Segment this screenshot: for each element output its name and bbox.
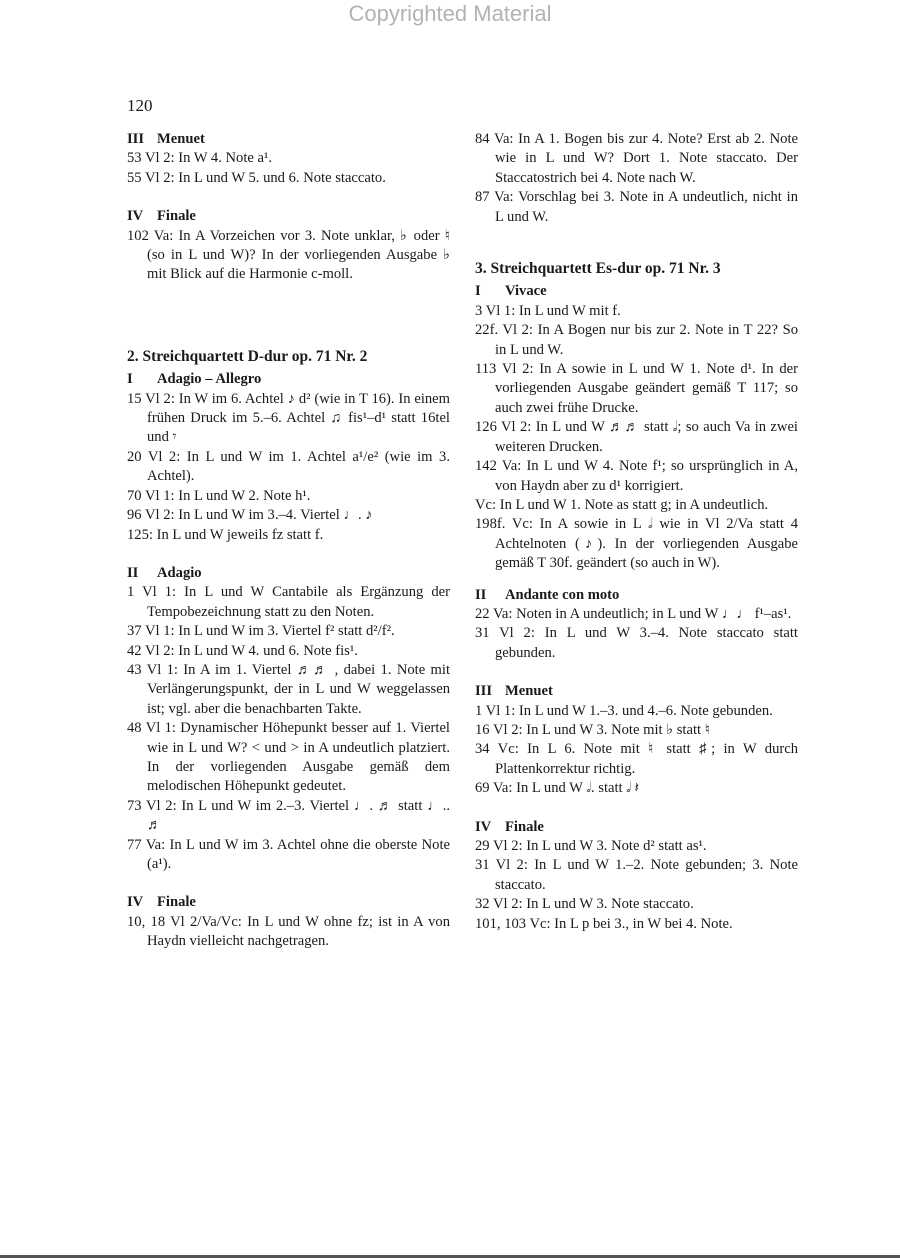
- note-entry: 113 Vl 2: In A sowie in L und W 1. Note d¹. In der vorliegenden Ausgabe geändert gemäß T 117; so auch zwei frühe Drucke.: [475, 361, 798, 416]
- section-heading: I Adagio – Allegro: [127, 371, 262, 388]
- note-entry: 15 Vl 2: In W im 6. Achtel ♪ d² (wie in T 16). In einem frühen Druck im 5.–6. Achtel ♫ fis¹–d¹ statt 16tel und 𝄾: [127, 390, 450, 446]
- section-heading: II Adagio: [127, 564, 202, 581]
- note-entry: 73 Vl 2: In L und W im 2.–3. Viertel ♩. ♬ statt ♩.. ♬: [127, 797, 450, 834]
- note-entry: 20 Vl 2: In L und W im 1. Achtel a¹/e² (wie im 3. Achtel).: [127, 448, 450, 485]
- note-entry: 32 Vl 2: In L und W 3. Note staccato.: [475, 896, 694, 913]
- note-entry: 198f. Vc: In A sowie in L 𝅗𝅥 wie in Vl 2/Va statt 4 Achtelnoten (♪). In der vorliegenden Ausgabe gemäß T 30f. geändert (so auch in W).: [475, 516, 798, 572]
- note-entry: 22f. Vl 2: In A Bogen nur bis zur 2. Note in T 22? So in L und W.: [475, 322, 798, 358]
- note-entry: 31 Vl 2: In L und W 1.–2. Note gebunden; 3. Note staccato.: [475, 857, 798, 893]
- note-entry: 34 Vc: In L 6. Note mit ♮ statt ♯; in W durch Plattenkorrektur richtig.: [475, 741, 798, 777]
- note-entry: 29 Vl 2: In L und W 3. Note d² statt as¹.: [475, 838, 707, 854]
- note-entry: 84 Va: In A 1. Bogen bis zur 4. Note? Erst ab 2. Note wie in L und W? Dort 1. Note staccato. Der Staccatostrich bei 4. Note nach W.: [475, 131, 798, 186]
- page-number: 120: [127, 96, 153, 115]
- watermark: Copyrighted Material: [348, 1, 552, 26]
- note-entry: 125: In L und W jeweils fz statt f.: [127, 526, 324, 543]
- note-entry: 3 Vl 1: In L und W mit f.: [475, 302, 621, 319]
- section-heading: II Andante con moto: [475, 586, 620, 603]
- note-entry: 16 Vl 2: In L und W 3. Note mit ♭ statt ♮: [475, 721, 710, 738]
- note-entry: 142 Va: In L und W 4. Note f¹; so ursprünglich in A, von Haydn aber zu d¹ korrigiert.: [475, 458, 798, 494]
- section-heading: IV Finale: [127, 208, 196, 225]
- section-heading: IV Finale: [475, 818, 544, 835]
- note-entry: 102 Va: In A Vorzeichen vor 3. Note unklar, ♭ oder ♮ (so in L und W)? In der vorliegenden Ausgabe ♭ mit Blick auf die Harmonie c-moll.: [127, 227, 450, 283]
- note-entry: 96 Vl 2: In L und W im 3.–4. Viertel ♩. ♪: [127, 507, 373, 524]
- note-entry: Vc: In L und W 1. Note as statt g; in A undeutlich.: [475, 496, 769, 513]
- note-entry: 1 Vl 1: In L und W Cantabile als Ergänzung der Tempobezeichnung statt zu den Noten.: [127, 584, 450, 620]
- section-heading: I Vivace: [475, 283, 547, 300]
- right-column: [475, 130, 798, 934]
- quartet-title: 3. Streichquartett Es-dur op. 71 Nr. 3: [475, 260, 721, 278]
- note-entry: 55 Vl 2: In L und W 5. und 6. Note staccato.: [127, 169, 386, 186]
- note-entry: 10, 18 Vl 2/Va/Vc: In L und W ohne fz; ist in A von Haydn vielleicht nachgetragen.: [127, 913, 450, 950]
- section-heading: III Menuet: [475, 683, 553, 700]
- section-heading: III Menuet: [127, 131, 205, 147]
- note-entry: 43 Vl 1: In A im 1. Viertel ♬♬ , dabei 1. Note mit Verlängerungspunkt, der in L und W weggelassen ist; vgl. aber die benachbarten Takte.: [127, 661, 450, 717]
- note-entry: 1 Vl 1: In L und W 1.–3. und 4.–6. Note gebunden.: [475, 702, 773, 719]
- note-entry: 53 Vl 2: In W 4. Note a¹.: [127, 150, 273, 167]
- note-entry: 87 Va: Vorschlag bei 3. Note in A undeutlich, nicht in L und W.: [475, 189, 798, 225]
- quartet-title: 2. Streichquartett D-dur op. 71 Nr. 2: [127, 347, 368, 365]
- note-entry: 77 Va: In L und W im 3. Achtel ohne die oberste Note (a¹).: [127, 836, 450, 872]
- note-entry: 126 Vl 2: In L und W ♬♬ statt 𝅗𝅥; so auch Va in zwei weiteren Drucken.: [475, 419, 798, 455]
- note-entry: 101, 103 Vc: In L p bei 3., in W bei 4. Note.: [475, 915, 733, 932]
- note-entry: 70 Vl 1: In L und W 2. Note h¹.: [127, 487, 311, 504]
- note-entry: 37 Vl 1: In L und W im 3. Viertel f² statt d²/f².: [127, 623, 395, 640]
- left-column: [127, 130, 450, 952]
- note-entry: 42 Vl 2: In L und W 4. und 6. Note fis¹.: [127, 642, 358, 659]
- section-heading: IV Finale: [127, 894, 196, 911]
- note-entry: 48 Vl 1: Dynamischer Höhepunkt besser auf 1. Viertel wie in L und W? < und > in A undeutlich platziert. In der vorliegenden Ausgabe gemäß dem melodischen Höhepunkt gedeutet.: [127, 720, 450, 795]
- note-entry: 31 Vl 2: In L und W 3.–4. Note staccato statt gebunden.: [475, 625, 798, 661]
- note-entry: 22 Va: Noten in A undeutlich; in L und W ♩♩ f¹–as¹.: [475, 605, 792, 622]
- note-entry: 69 Va: In L und W 𝅗𝅥. statt 𝅗𝅥 𝄽: [475, 780, 640, 797]
